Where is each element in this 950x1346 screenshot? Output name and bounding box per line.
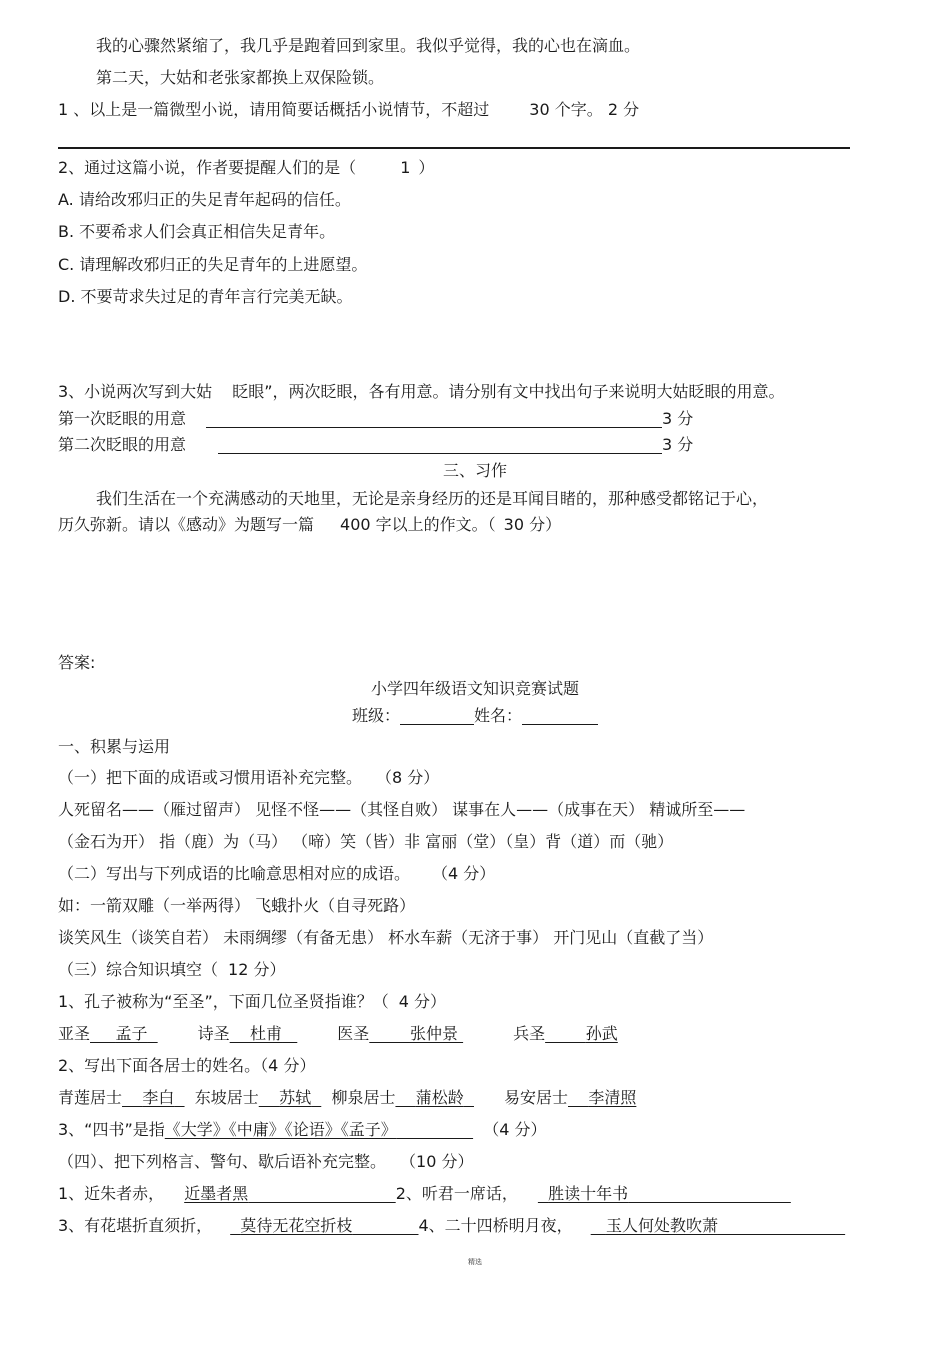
proverb-question: 1、近朱者赤， <box>58 1184 165 1203</box>
subsection-3-title <box>58 959 285 981</box>
subsection-4-title <box>58 1151 473 1173</box>
saint-answer: 张仲景 <box>409 1024 458 1043</box>
saints-question-text: 1、孔子被称为“至圣”，下面几位圣贤指谁？（ <box>58 992 389 1011</box>
saint-answer: 孙武 <box>585 1024 618 1043</box>
page-footer: 精选 <box>468 1258 482 1266</box>
subsection-1-title <box>58 767 439 789</box>
hermits-question: 2、写出下面各居士的姓名。（4 分） <box>58 1056 316 1075</box>
question-3-second <box>58 434 693 456</box>
story-paragraph-1: 我的心骤然紧缩了，我几乎是跑着回到家里。我似乎觉得，我的心也在滴血。 <box>96 36 641 55</box>
four-books-score: （4 分） <box>483 1120 547 1139</box>
saint-answer: 杜甫 <box>250 1024 283 1043</box>
subsection-1-score: （8 分） <box>376 768 440 787</box>
hermit-label: 柳泉居士 <box>331 1088 396 1107</box>
name-blank[interactable] <box>522 708 598 725</box>
question-1 <box>58 99 639 121</box>
hermit-label: 青莲居士 <box>58 1088 123 1107</box>
section-3-title: 三、习作 <box>442 461 507 480</box>
class-label: 班级： <box>351 706 400 725</box>
hermit-label: 易安居士 <box>503 1088 568 1107</box>
proverb-question: 4、二十四桥明月夜， <box>418 1216 573 1235</box>
subsection-3-text: （三）综合知识填空（ <box>58 960 219 979</box>
subsection-1-text: （一）把下面的成语或习惯用语补充完整。 <box>58 768 363 787</box>
class-blank[interactable] <box>400 708 474 725</box>
subsection-4-score: （10 分） <box>400 1152 474 1171</box>
saint-label: 诗圣 <box>197 1024 230 1043</box>
hermit-label: 东坡居士 <box>194 1088 259 1107</box>
saint-label: 兵圣 <box>513 1024 546 1043</box>
section-3-line-2a: 历久弥新。请以《感动》为题写一篇 <box>58 515 315 534</box>
proverb-answer: 近墨者黑 <box>184 1184 249 1203</box>
proverb-answer: 胜读十年书 <box>548 1184 629 1203</box>
option-b: B. 不要希求人们会真正相信失足青年。 <box>58 222 336 241</box>
option-c: C. 请理解改邪归正的失足青年的上进愿望。 <box>58 255 368 274</box>
subsection-2-score: （4 分） <box>432 864 496 883</box>
question-2-close: ） <box>418 158 435 177</box>
option-d: D. 不要苛求失过足的青年言行完美无缺。 <box>58 287 353 306</box>
hermit-answer: 蒲松龄 <box>415 1088 464 1107</box>
subsection-3-score: 12 分） <box>228 960 286 979</box>
four-books-answer: 《大学》《中庸》《论语》《孟子》 <box>164 1120 397 1139</box>
proverb-question: 2、听君一席话， <box>395 1184 518 1203</box>
subsection-2-title <box>58 863 495 885</box>
proverb-question: 3、有花堪折直须折， <box>58 1216 213 1235</box>
saint-label: 医圣 <box>337 1024 370 1043</box>
question-3-text: 3、小说两次写到大姑 <box>58 382 213 401</box>
name-label: 姓名： <box>474 706 523 725</box>
first-wink-score: 3 分 <box>662 409 694 428</box>
question-2 <box>58 157 434 179</box>
proverb-answer: 玉人何处教吹萧 <box>605 1216 718 1235</box>
question-2-text: 2、通过这篇小说，作者要提醒人们的是（ <box>58 158 357 177</box>
proverbs-row-1 <box>58 1183 791 1205</box>
saints-question <box>58 991 446 1013</box>
question-3-first <box>58 408 693 430</box>
subsection-2-line-2: 谈笑风生（谈笑自若） 未雨绸缪（有备无患） 杯水车薪（无济于事） 开门见山（直截了当） <box>58 928 714 947</box>
quiz-title: 小学四年级语文知识竞赛试题 <box>370 679 579 698</box>
subsection-2-line-1: 如：一箭双雕（一举两得） 飞蛾扑火（自寻死路） <box>58 896 416 915</box>
section-3-line-2c: 30 分） <box>503 515 562 534</box>
saint-label: 亚圣 <box>58 1024 91 1043</box>
first-wink-label: 第一次眨眼的用意 <box>58 409 187 428</box>
question-3 <box>58 381 784 403</box>
hermit-answer: 苏轼 <box>279 1088 312 1107</box>
subsection-4-text: （四）、把下列格言、警句、歇后语补充完整。 <box>58 1152 387 1171</box>
four-books-text: 3、“四书”是指 <box>58 1120 165 1139</box>
option-a: A. 请给改邪归正的失足青年起码的信任。 <box>58 190 351 209</box>
proverbs-row-2 <box>58 1215 845 1237</box>
subsection-1-line-2: （金石为开） 指（鹿）为（马） （啼）笑（皆）非 富丽（堂）（皇）背（道）而（驰） <box>58 832 674 851</box>
question-3-text-2: 眨眼”，两次眨眼，各有用意。请分别有文中找出句子来说明大姑眨眼的用意。 <box>232 382 785 401</box>
question-1-text: 1 、以上是一篇微型小说，请用简要话概括小说情节，不超过 <box>58 100 490 119</box>
first-wink-blank[interactable] <box>206 411 662 428</box>
four-books-question <box>58 1119 547 1141</box>
saints-row <box>58 1023 618 1045</box>
second-wink-blank[interactable] <box>218 437 662 454</box>
section-3-line-2 <box>58 514 561 536</box>
subsection-1-line-1: 人死留名——（雁过留声） 见怪不怪——（其怪自败） 谋事在人——（成事在天） 精诚所至—— <box>58 800 746 819</box>
story-paragraph-2: 第二天，大姑和老张家都换上双保险锁。 <box>96 68 385 87</box>
answer-line-q1[interactable] <box>58 147 850 149</box>
second-wink-score: 3 分 <box>662 435 694 454</box>
saints-question-score: 4 分） <box>398 992 447 1011</box>
hermit-answer: 李白 <box>142 1088 175 1107</box>
saint-answer: 孟子 <box>115 1024 148 1043</box>
hermit-answer: 李清照 <box>588 1088 637 1107</box>
section-3-line-2b: 400 字以上的作文。（ <box>340 515 496 534</box>
hermits-row <box>58 1087 636 1109</box>
part-1-title: 一、积累与运用 <box>58 737 171 756</box>
section-3-line-1: 我们生活在一个充满感动的天地里，无论是亲身经历的还是耳闻目睹的，那种感受都铭记于心， <box>96 489 769 508</box>
class-name-row <box>0 705 950 727</box>
second-wink-label: 第二次眨眼的用意 <box>58 435 187 454</box>
question-1-score: 30 个字。 2 分 <box>529 100 640 119</box>
proverb-answer: 莫待无花空折枝 <box>240 1216 353 1235</box>
answers-label: 答案: <box>58 653 96 672</box>
question-2-answer: 1 <box>400 158 411 177</box>
subsection-2-text: （二）写出与下列成语的比喻意思相对应的成语。 <box>58 864 411 883</box>
